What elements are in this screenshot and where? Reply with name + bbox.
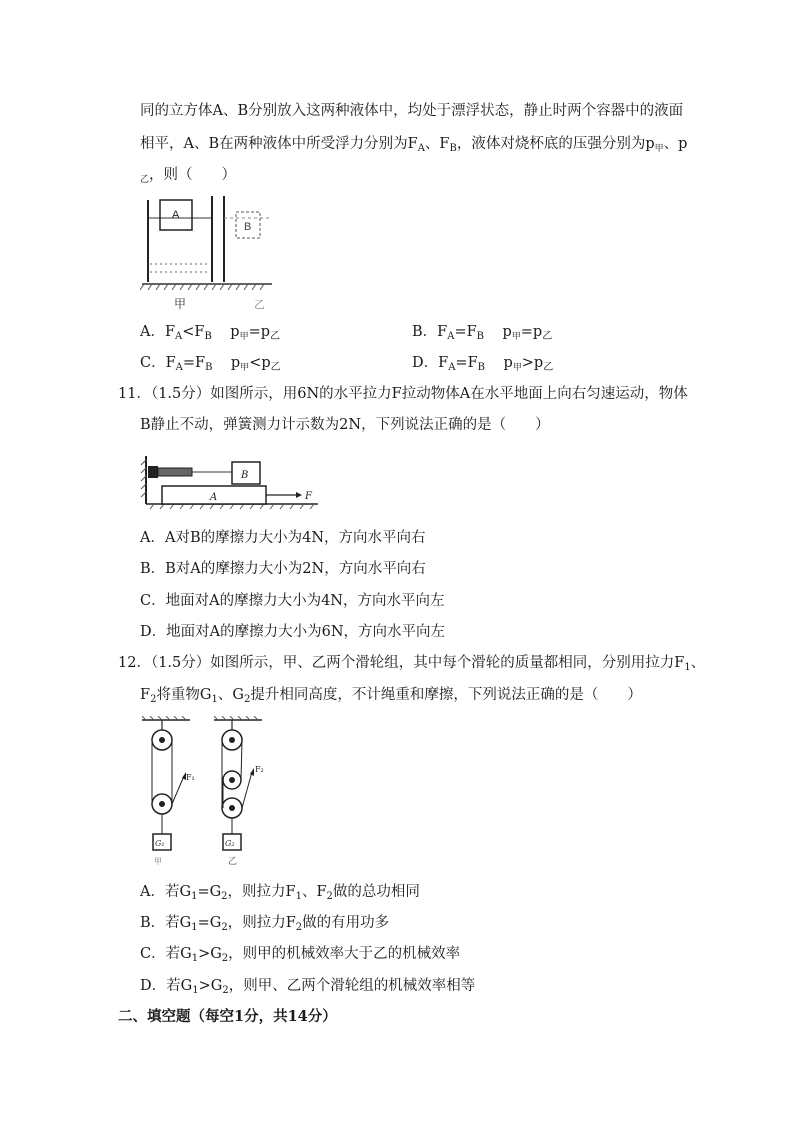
q12-option-a[interactable]: A．若$G_1=G_2$，则拉力$F_1$、$F_2$做的总功相同 <box>140 884 420 902</box>
q10-text-line1: 同的立方体A、B分别放入这两种液体中，均处于漂浮状态，静止时两个容器中的液面 <box>140 103 684 119</box>
beaker-jia <box>148 196 212 282</box>
section-heading: 二、填空题（每空1分，共14分） <box>118 1008 337 1025</box>
q12-text-line1: 12．（1.5分）如图所示，甲、乙两个滑轮组，其中每个滑轮的质量都相同，分别用拉力$F_1$、 <box>118 655 706 673</box>
block-a-label: A <box>210 492 218 503</box>
q11-text-line1: 11．（1.5分）如图所示，用6N的水平拉力F拉动物体A在水平地面上向右匀速运动，物体 <box>118 386 688 402</box>
weight-g2-label: G₂ <box>225 839 235 848</box>
label-jia: 甲 <box>154 857 162 866</box>
pull-arrow-icon-yi <box>250 768 254 776</box>
q10-option-d[interactable]: D．$F_A=F_B$ $p_甲>p_乙$ <box>412 355 554 373</box>
weight-g1-label: G₁ <box>155 839 165 848</box>
q11-option-a[interactable]: A．A对B的摩擦力大小为4N，方向水平向右 <box>140 530 426 546</box>
q11-option-c[interactable]: C．地面对A的摩擦力大小为4N，方向水平向左 <box>140 593 445 609</box>
cube-a-label: A <box>172 209 180 221</box>
label-yi: 乙 <box>254 298 265 311</box>
label-yi: 乙 <box>228 857 238 867</box>
q12-figure-pulleys <box>140 716 280 868</box>
force-f1-label: F₁ <box>186 773 195 782</box>
q10-text-line2: 相平，A、B在两种液体中所受浮力分别为$F_A$、$F_B$，液体对烧杯底的压强分别为$p_甲$、p <box>140 136 688 154</box>
block-b-label: B <box>241 470 249 481</box>
q10-figure-beakers <box>140 192 280 312</box>
q10-option-b[interactable]: B．$F_A=F_B$ $p_甲=p_乙$ <box>412 324 553 342</box>
q12-option-d[interactable]: D．若$G_1>G_2$，则甲、乙两个滑轮组的机械效率相等 <box>140 978 476 996</box>
pulley-system-jia <box>152 720 195 866</box>
q10-option-a[interactable]: A．$F_A<F_B$ $p_甲=p_乙$ <box>140 324 281 342</box>
label-jia: 甲 <box>174 297 187 311</box>
spring-scale <box>158 468 192 476</box>
q12-option-b[interactable]: B．若$G_1=G_2$，则拉力$F_2$做的有用功多 <box>140 915 390 933</box>
q10-option-c[interactable]: C．$F_A=F_B$ $p_甲<p_乙$ <box>140 355 281 373</box>
scale-mount <box>148 466 158 478</box>
beaker-yi <box>224 196 272 282</box>
force-arrow-icon <box>296 492 302 498</box>
q11-option-d[interactable]: D．地面对A的摩擦力大小为6N，方向水平向左 <box>140 624 446 640</box>
force-f2-label: F₂ <box>255 765 264 774</box>
q11-option-b[interactable]: B．B对A的摩擦力大小为2N，方向水平向右 <box>140 561 426 577</box>
force-f-label: F <box>305 491 312 502</box>
pulley-system-yi <box>222 720 264 867</box>
q11-figure-friction <box>140 452 325 514</box>
q11-text-line2: B静止不动，弹簧测力计示数为2N，下列说法正确的是（ ） <box>140 417 550 433</box>
q12-option-c[interactable]: C．若$G_1>G_2$，则甲的机械效率大于乙的机械效率 <box>140 946 461 964</box>
q10-text-line3: $_乙$，则（ ） <box>140 167 237 185</box>
q12-text-line2: $F_2$将重物$G_1$、$G_2$提升相同高度，不计绳重和摩擦，下列说法正确的是（ ） <box>140 687 642 705</box>
cube-b-label: B <box>244 221 252 233</box>
